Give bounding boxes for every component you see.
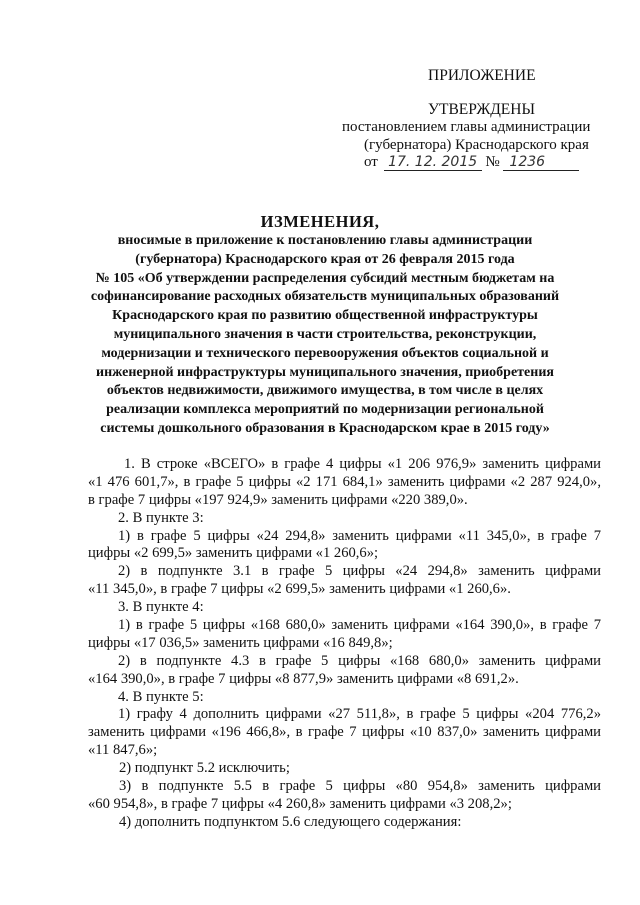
body-line: 2. В пункте 3: xyxy=(118,509,204,526)
body-line: 3) в подпункте 5.5 в графе 5 цифры «80 954,8» заменить цифрами xyxy=(119,778,601,795)
body-line: «11 345,0», в графе 7 цифры «2 699,5» заменить цифрами «1 260,6». xyxy=(88,581,511,598)
handwritten-number: 1236 xyxy=(503,154,579,171)
subtitle-line: муниципального значения в части строительства, реконструкции, xyxy=(113,326,537,342)
body-line: 3. В пункте 4: xyxy=(118,599,204,616)
subtitle-line: (губернатора) Краснодарского края от 26 февраля 2015 года xyxy=(135,251,515,267)
from-label: от xyxy=(364,154,378,170)
subtitle-line: № 105 «Об утверждении распределения субсидий местным бюджетам на xyxy=(95,270,555,286)
body-line: «164 390,0», в графе 7 цифры «8 877,9» заменить цифрами «8 691,2». xyxy=(88,670,519,687)
body-line: 2) в подпункте 4.3 в графе 5 цифры «168 680,0» заменить цифрами xyxy=(118,652,601,669)
document-subtitle xyxy=(90,232,560,439)
subtitle-line: вносимые в приложение к постановлению главы администрации xyxy=(117,233,533,248)
body-line: заменить цифрами «196 466,8», в графе 7 цифры «10 837,0» заменить цифрами xyxy=(88,724,601,741)
subtitle-line: Краснодарского края по развитию общественной инфраструктуры xyxy=(112,308,538,324)
body-line: 1) в графе 5 цифры «24 294,8» заменить цифрами «11 345,0», в графе 7 xyxy=(118,527,601,544)
body-line: «60 954,8», в графе 7 цифры «4 260,8» заменить цифрами «3 208,2»; xyxy=(88,795,512,812)
body-line: 4. В пункте 5: xyxy=(118,688,204,705)
approval-date-line xyxy=(364,153,579,172)
number-label: № xyxy=(485,154,500,170)
subtitle-line: инженерной инфраструктуры муниципального значения, приобретения xyxy=(96,364,554,380)
subtitle-line: системы дошкольного образования в Краснодарском крае в 2015 году» xyxy=(100,420,550,436)
body-line: 2) подпункт 5.2 исключить; xyxy=(119,760,290,777)
document-title: ИЗМЕНЕНИЯ, xyxy=(260,212,380,231)
approval-line-1: постановлением главы администрации xyxy=(342,119,591,135)
body-line: цифры «2 699,5» заменить цифрами «1 260,6»; xyxy=(88,545,379,562)
document-body xyxy=(88,456,601,832)
body-line: цифры «17 036,5» заменить цифрами «16 849,8»; xyxy=(88,634,393,651)
subtitle-line: реализации комплекса мероприятий по модернизации региональной xyxy=(106,402,544,418)
subtitle-line: софинансирование расходных обязательств муниципальных образований xyxy=(90,289,560,305)
subtitle-line: объектов недвижимости, движимого имущества, в том числе в целях xyxy=(106,383,544,399)
approval-line-2: (губернатора) Краснодарского края xyxy=(364,137,589,153)
approved-label: УТВЕРЖДЕНЫ xyxy=(428,101,535,118)
body-line: 1) графу 4 дополнить цифрами «27 511,8», в графе 5 цифры «204 776,2» xyxy=(118,706,601,723)
subtitle-line: модернизации и технического перевооружения объектов социальной и xyxy=(101,345,549,361)
body-line: «1 476 601,7», в графе 5 цифры «2 171 684,1» заменить цифрами «2 287 924,0», xyxy=(88,473,601,490)
handwritten-date: 17. 12. 2015 xyxy=(384,154,482,171)
body-line: «11 847,6»; xyxy=(88,742,158,759)
body-line: в графе 7 цифры «197 924,9» заменить цифрами «220 389,0». xyxy=(88,491,468,508)
body-line: 4) дополнить подпунктом 5.6 следующего содержания: xyxy=(119,813,462,830)
body-line: 1. В строке «ВСЕГО» в графе 4 цифры «1 206 976,9» заменить цифрами xyxy=(124,456,601,472)
body-line: 2) в подпункте 3.1 в графе 5 цифры «24 294,8» заменить цифрами xyxy=(118,563,601,580)
appendix-label: ПРИЛОЖЕНИЕ xyxy=(428,67,536,84)
body-line: 1) в графе 5 цифры «168 680,0» заменить цифрами «164 390,0», в графе 7 xyxy=(118,617,601,634)
